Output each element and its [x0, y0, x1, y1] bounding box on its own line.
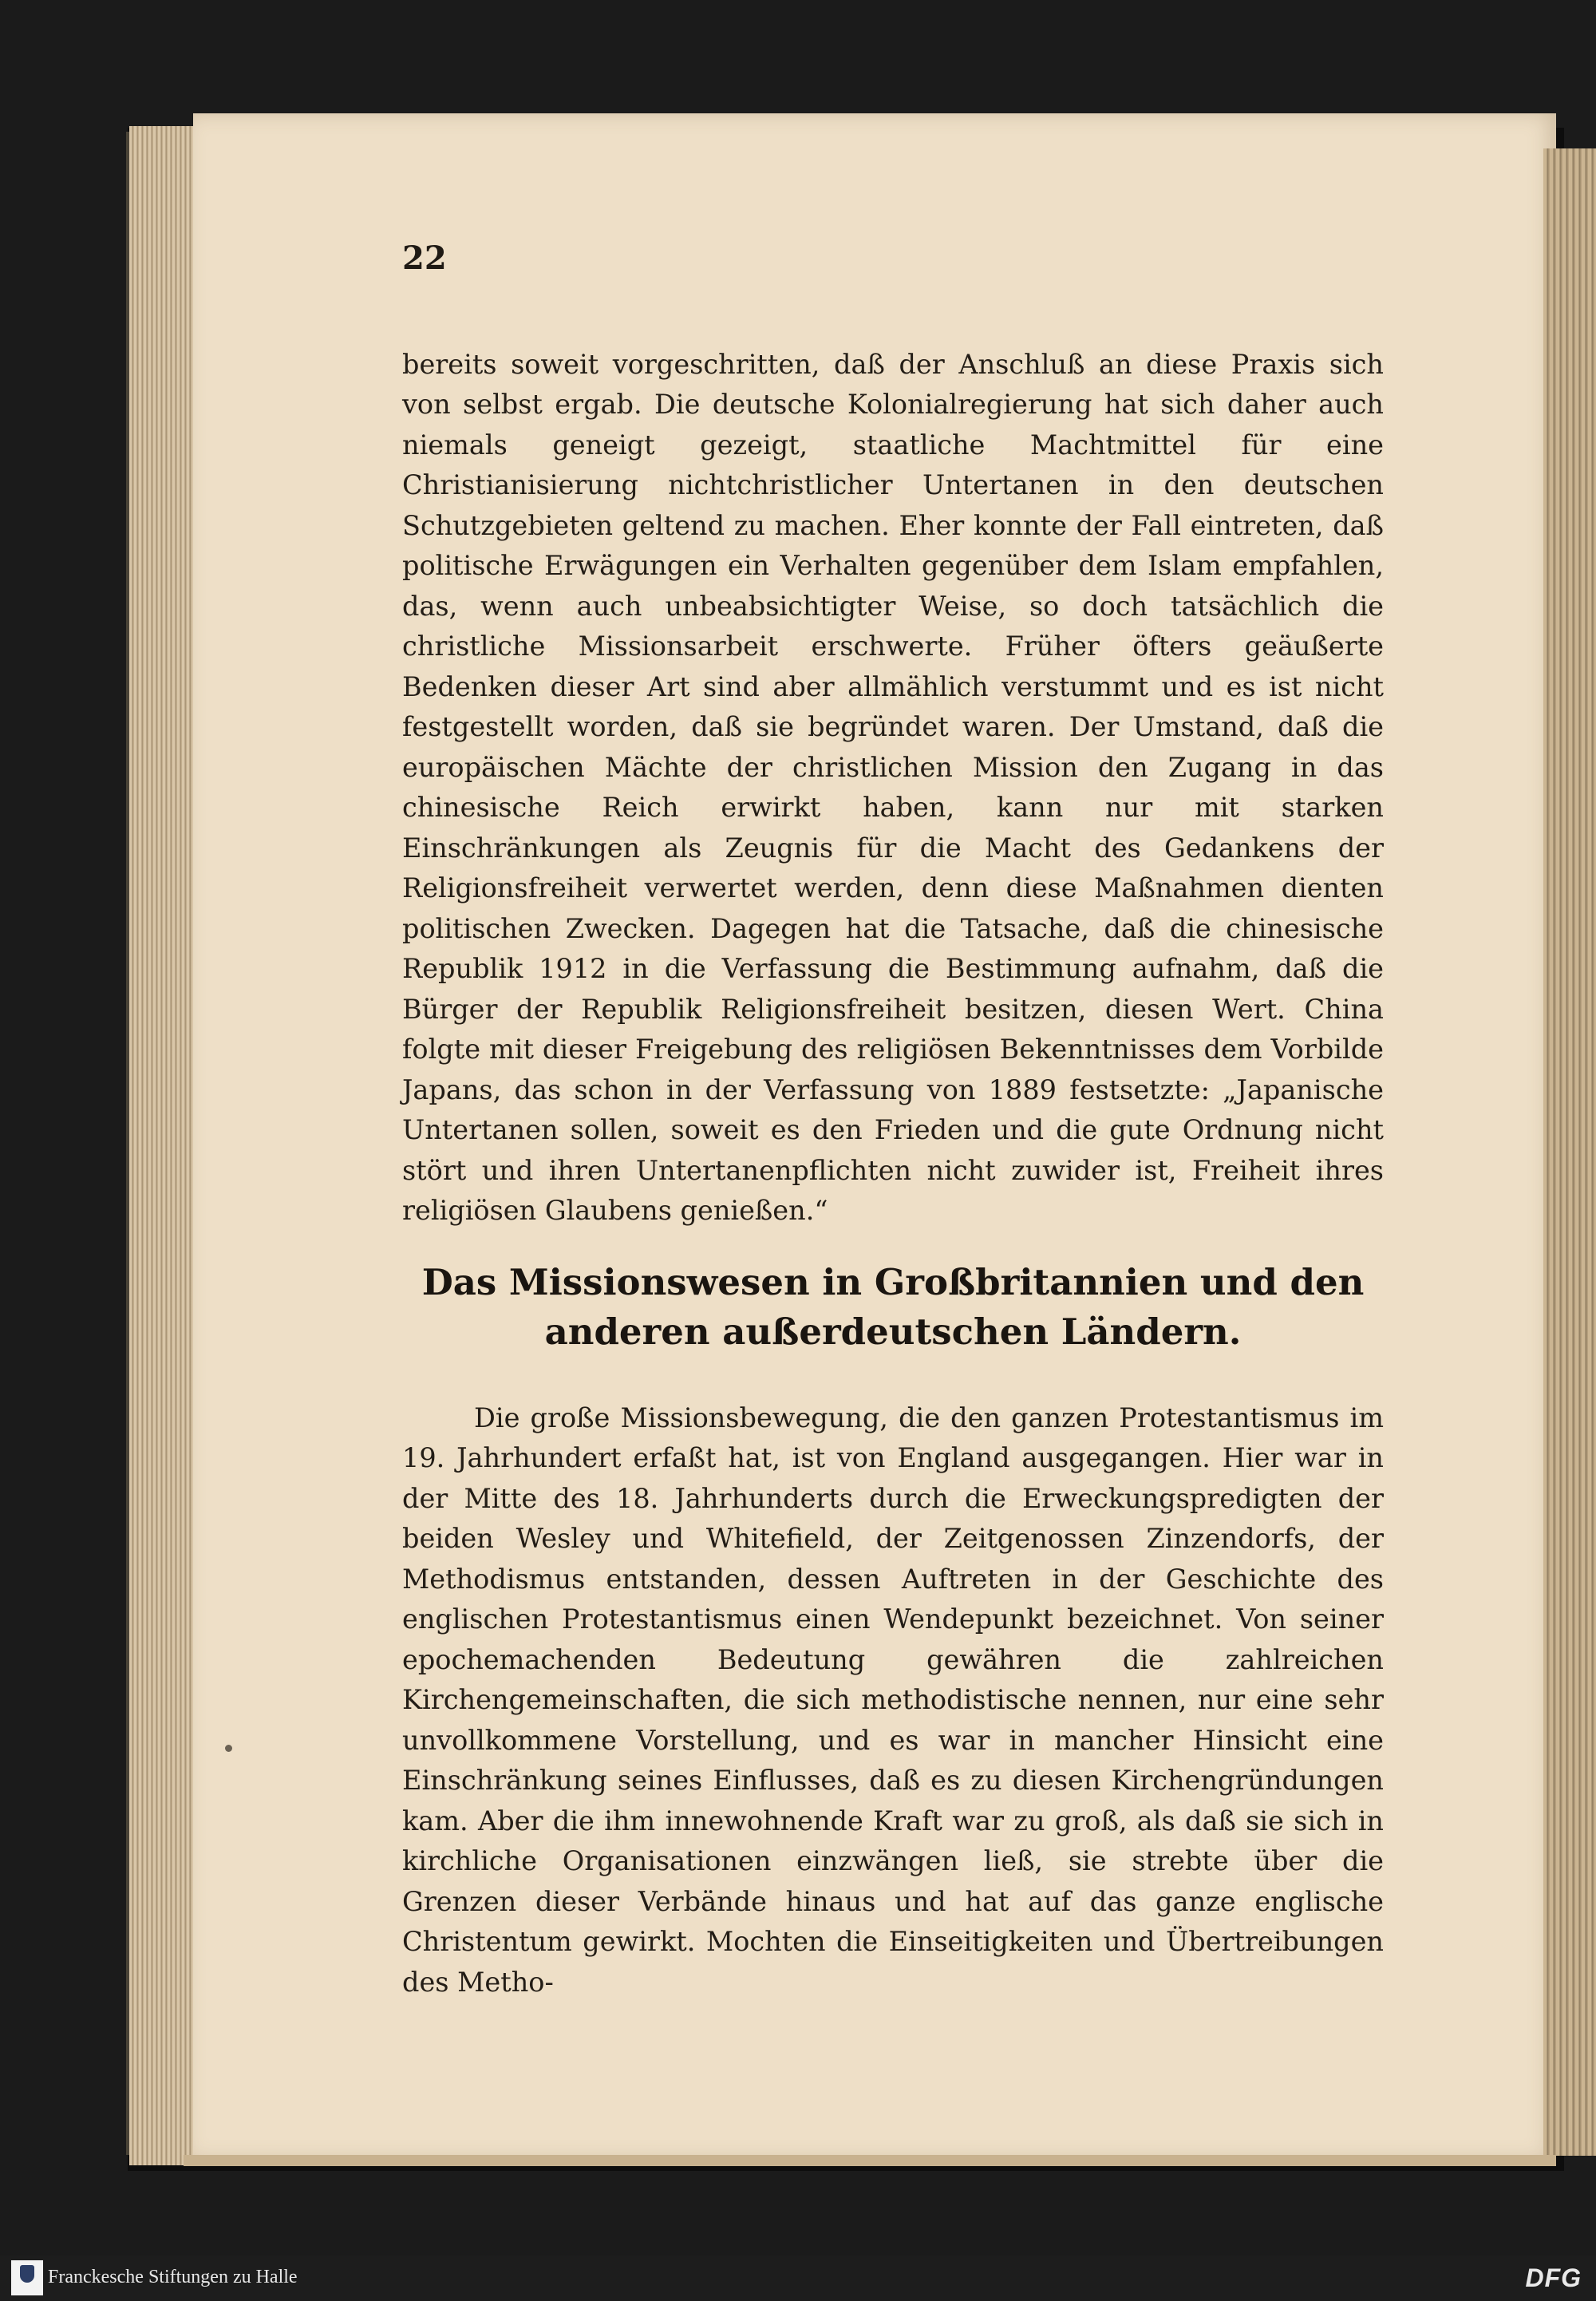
body-paragraph-2: Die große Missionsbewegung, die den ganzen Protestantismus im 19. Jahrhundert erfaßt hat, ist von England ausgegangen. Hier war in der Mitte des 18. Jahrhunderts durch die Erweckungspredigten der beiden Wesley und Whitefield, der Zeitgenossen Zinzendorfs, der Methodismus entstanden, dessen Auftreten in der Geschichte des englischen Protestantismus einen Wendepunkt bezeichnet. Von seiner epochemachenden Bedeutung gewähren die zahlreichen Kirchengemeinschaften, die sich methodistische nennen, nur eine sehr unvollkommene Vorstellung, und es war in mancher Hinsicht eine Einschränkung seines Einflusses, daß es zu diesen Kirchengründungen kam. Aber die ihm innewohnende Kraft war zu groß, als daß sie sich in kirchliche Organisationen einzwängen ließ, sie strebte über die Grenzen dieser Verbände hinaus und hat auf das ganze englische Christentum gewirkt. Mochten die Einseitigkeiten und Übertreibungen des Metho- — [402, 1402, 1384, 1998]
crest-icon — [20, 2265, 34, 2283]
institution-name: Franckesche Stiftungen zu Halle — [48, 2267, 298, 2287]
institution-logo-icon — [11, 2260, 43, 2295]
section-heading: Das Missionswesen in Großbritannien und den anderen außerdeutschen Ländern. — [421, 1261, 1365, 1353]
body-paragraph-1: bereits soweit vorgeschritten, daß der Anschluß an diese Praxis sich von selbst ergab. Die deutsche Kolonialregierung hat sich daher auch niemals geneigt gezeigt, staatliche Machtmittel für eine Christianisierung nichtchristlicher Untertanen in den deutschen Schutzgebieten geltend zu machen. Eher konnte der Fall eintreten, daß politische Erwägungen ein Verhalten gegenüber dem Islam empfahlen, das, wenn auch unbeabsichtigter Weise, so doch tatsächlich die christliche Missionsarbeit erschwerte. Früher öfters geäußerte Bedenken dieser Art sind aber allmählich verstummt und es ist nicht festgestellt worden, daß sie begründet waren. Der Umstand, daß die europäischen Mächte der christlichen Mission den Zugang in das chinesische Reich erwirkt haben, kann nur mit starken Einschränkungen als Zeugnis für die Macht des Gedankens der Religionsfreiheit verwertet werden, denn diese Maßnahmen dienten politischen Zwecken. Dagegen hat die Tatsache, daß die chinesische Republik 1912 in die Verfassung die Bestimmung aufnahm, daß die Bürger der Republik Religionsfreiheit besitzen, diesen Wert. China folgte mit dieser Freigebung des religiösen Bekenntnisses dem Vorbilde Japans, das schon in der Verfassung von 1889 festsetzte: „Japanische Untertanen sollen, soweit es den Frieden und die gute Ordnung nicht stört und ihren Untertanenpflichten nicht zuwider ist, Freiheit ihres religiösen Glaubens genießen.“ — [402, 348, 1384, 1226]
paper-speck — [225, 1745, 232, 1752]
dfg-logo: DFG — [1525, 2263, 1582, 2292]
page-edges-left — [129, 126, 200, 2165]
page-edges-bottom — [184, 2155, 1556, 2166]
page-edges-right — [1543, 148, 1596, 2156]
viewer-footer — [0, 2256, 1596, 2301]
page-number: 22 — [402, 239, 447, 277]
